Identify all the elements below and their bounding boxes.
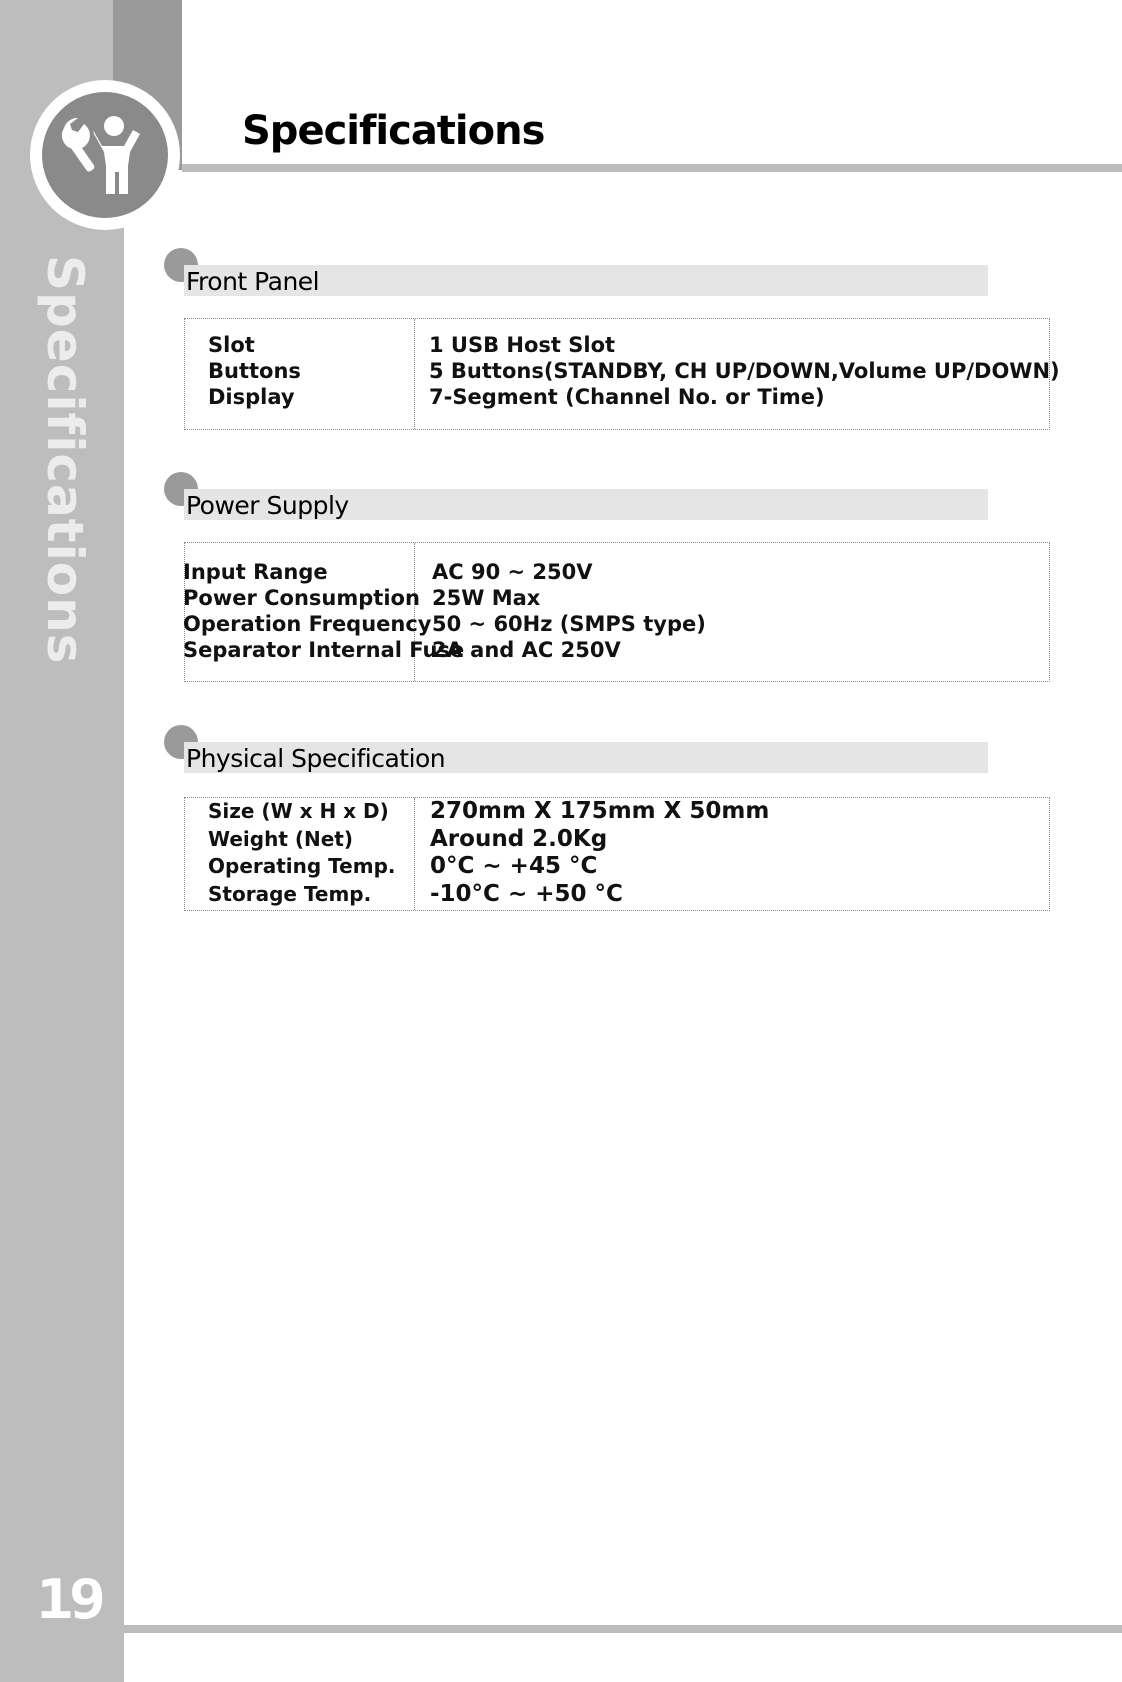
title-rule <box>182 164 1122 172</box>
spec-value: 270mm X 175mm X 50mm <box>430 798 770 824</box>
section-heading-power-supply: Power Supply <box>184 489 988 520</box>
spec-value: 25W Max <box>432 586 541 610</box>
bottom-rule <box>124 1625 1122 1633</box>
table-divider <box>414 319 415 429</box>
label-column <box>183 559 464 663</box>
spec-label: Operation Frequency <box>183 612 432 636</box>
spec-table-physical-specification <box>184 797 1050 911</box>
spec-value: Around 2.0Kg <box>430 825 608 852</box>
page-number: 19 <box>36 1568 102 1631</box>
value-column <box>430 798 769 908</box>
wrench-person-icon <box>42 92 168 218</box>
spec-table-front-panel <box>184 318 1060 430</box>
value-column <box>432 559 706 663</box>
section-heading-physical-specification: Physical Specification <box>184 742 988 773</box>
value-column <box>429 332 1060 410</box>
table-divider <box>414 798 415 910</box>
spec-value: 2A and AC 250V <box>432 638 621 662</box>
spec-label: Power Consumption <box>183 586 420 610</box>
label-column <box>208 332 301 410</box>
spec-label: Display <box>208 385 295 409</box>
label-column <box>208 798 395 908</box>
spec-table-power-supply <box>184 542 1050 682</box>
spec-label: Separator Internal Fuse <box>183 638 465 662</box>
spec-label: Input Range <box>183 560 328 584</box>
page-title: Specifications <box>242 108 545 154</box>
sidebar <box>0 0 124 1682</box>
spec-label: Size (W x H x D) <box>208 799 389 823</box>
spec-value: -10°C ~ +50 °C <box>430 880 623 907</box>
spec-value: AC 90 ~ 250V <box>432 560 593 584</box>
spec-label: Storage Temp. <box>208 881 372 906</box>
section-heading-front-panel: Front Panel <box>184 265 988 296</box>
spec-label: Weight (Net) <box>208 826 353 851</box>
spec-value: 7-Segment (Channel No. or Time) <box>429 385 825 409</box>
spec-value: 5 Buttons(STANDBY, CH UP/DOWN,Volume UP/DOWN) <box>429 359 1060 383</box>
spec-label: Operating Temp. <box>208 854 396 878</box>
spec-value: 50 ~ 60Hz (SMPS type) <box>432 612 706 636</box>
spec-value: 1 USB Host Slot <box>429 333 616 357</box>
spec-value: 0°C ~ +45 °C <box>430 853 598 879</box>
spec-label: Slot <box>208 333 255 357</box>
side-title: Specifications <box>36 255 94 665</box>
spec-label: Buttons <box>208 359 301 383</box>
